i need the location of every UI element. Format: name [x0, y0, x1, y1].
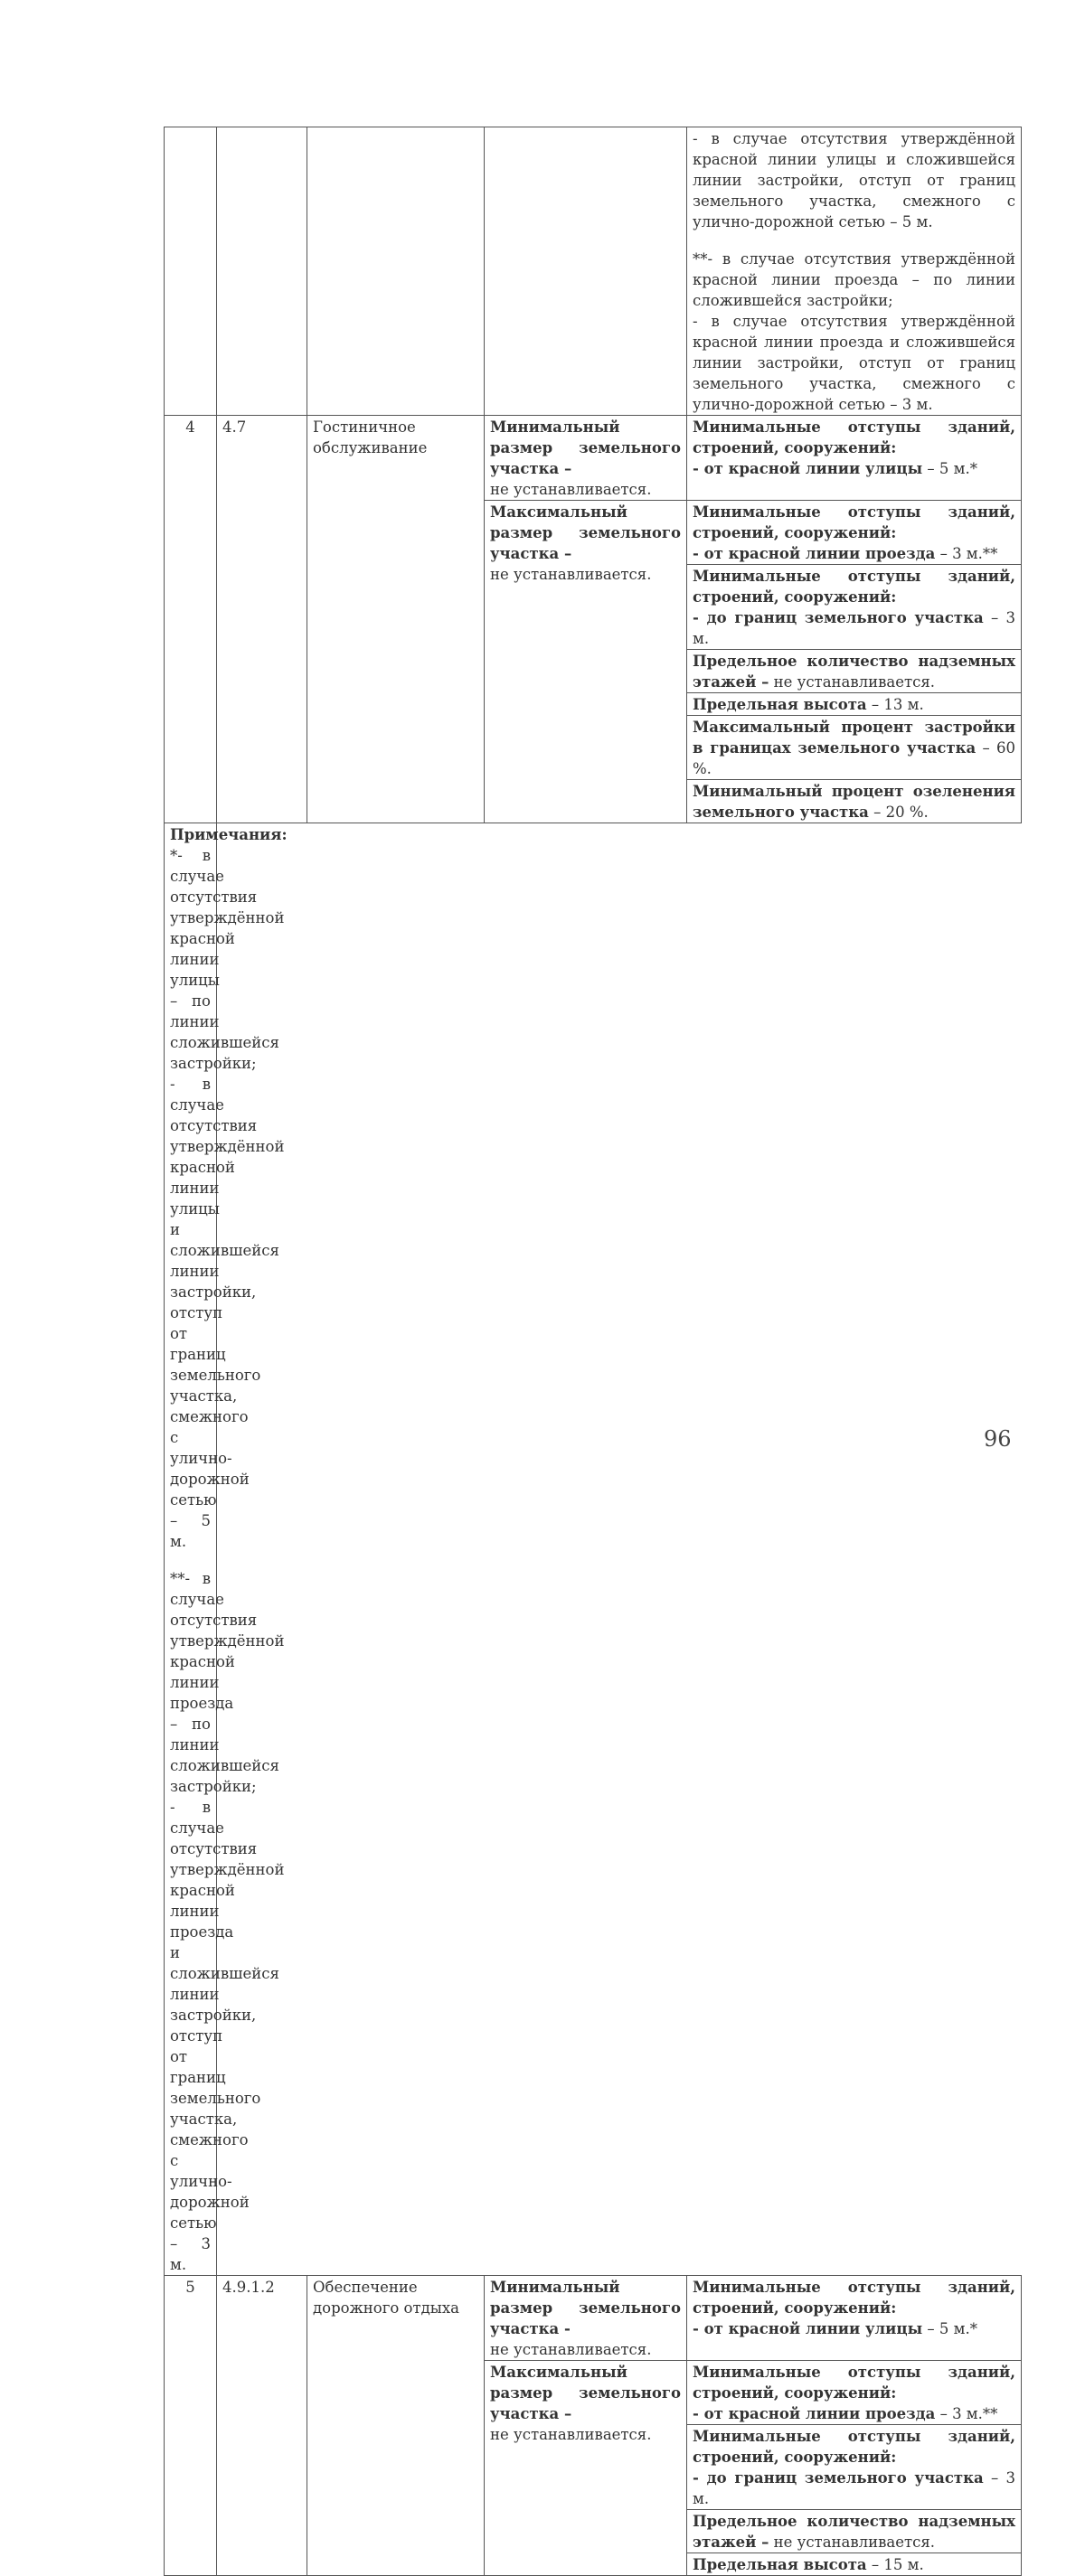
min-size-label: Минимальный размер земельного участка - — [490, 2279, 681, 2337]
param-value: – 3 м.** — [935, 2405, 998, 2422]
table-row-4 — [165, 416, 1022, 501]
table-row-continuation — [165, 127, 1022, 416]
spacer — [170, 1552, 211, 1568]
cell-use-code: 4.9.1.2 — [217, 2276, 307, 2576]
param-label: Минимальные отступы зданий, строений, сооружений: — [693, 568, 1015, 606]
cell-min-plot-size — [485, 416, 687, 501]
cell-notes — [165, 823, 288, 2276]
cell-min-plot-size — [485, 2276, 687, 2361]
note-line: **- в случае отсутствия утверждённой красной линии проезда – по линии сложившейся застройки; — [170, 1570, 285, 1795]
table-row-5 — [165, 2276, 1022, 2361]
param-label: Минимальный процент озеленения земельного участка — [693, 783, 1015, 821]
param-value-bold: - до границ земельного участка — [693, 2469, 984, 2487]
param-label: Минимальные отступы зданий, строений, сооружений: — [693, 2279, 1015, 2317]
param-label: Минимальные отступы зданий, строений, сооружений: — [693, 2364, 1015, 2402]
cell-use-name: Гостиничное обслуживание — [307, 416, 485, 823]
notes-title: Примечания: — [170, 826, 288, 843]
param-value: – 5 м.* — [922, 2320, 977, 2337]
cell-empty — [217, 127, 307, 416]
cell-row-number: 4 — [165, 416, 217, 823]
cell-max-height — [687, 2553, 1022, 2576]
param-value: – 3 м. — [693, 609, 1015, 647]
cell-setback-plot-boundary — [687, 2425, 1022, 2510]
param-label: Минимальные отступы зданий, строений, сооружений: — [693, 503, 1015, 541]
cell-continued-notes — [687, 127, 1022, 416]
param-value: – 15 м. — [866, 2556, 924, 2573]
cell-max-plot-size — [485, 2361, 687, 2576]
cell-empty — [485, 127, 687, 416]
param-value: – 3 м.** — [935, 545, 998, 562]
param-value: не устанавливается. — [769, 2534, 936, 2551]
land-use-regulations-table — [164, 127, 1022, 2576]
param-value-bold: - до границ земельного участка — [693, 609, 984, 626]
param-label: Предельная высота — [693, 2556, 867, 2573]
note-line: *- в случае отсутствия утверждённой красной линии улицы – по линии сложившейся застройки; — [170, 847, 285, 1072]
note-line: - в случае отсутствия утверждённой красной линии улицы и сложившейся линии застройки, отступ от границ земельного участка, смежного с улично-дорожной сетью – 5 м. — [693, 130, 1015, 230]
param-label: Минимальные отступы зданий, строений, сооружений: — [693, 2428, 1015, 2466]
cell-setback-street — [687, 2276, 1022, 2361]
cell-max-floors — [687, 2510, 1022, 2553]
table-row — [165, 823, 1022, 2276]
min-size-label: Минимальный размер земельного участка – — [490, 418, 681, 477]
cell-empty — [165, 127, 217, 416]
param-label: Предельная высота — [693, 696, 867, 713]
param-value: – 3 м. — [693, 2469, 1015, 2507]
param-label: Предельное количество надземных этажей – — [693, 653, 1015, 691]
cell-setback-street — [687, 416, 1022, 501]
max-size-value: не устанавливается. — [490, 566, 652, 583]
cell-row-number: 5 — [165, 2276, 217, 2576]
cell-min-greenery — [687, 780, 1022, 823]
param-value: – 5 м.* — [922, 460, 977, 477]
param-value-bold: - от красной линии улицы — [693, 2320, 923, 2337]
cell-max-plot-size — [485, 501, 687, 823]
param-value: – 13 м. — [866, 696, 924, 713]
param-value-bold: - от красной линии улицы — [693, 460, 923, 477]
spacer — [693, 232, 1015, 249]
param-value: – 60 %. — [693, 739, 1015, 777]
cell-use-name: Обеспечение дорожного отдыха — [307, 2276, 485, 2576]
cell-setback-driveway — [687, 2361, 1022, 2425]
cell-max-height — [687, 693, 1022, 716]
max-size-label: Максимальный размер земельного участка – — [490, 503, 681, 562]
max-size-value: не устанавливается. — [490, 2426, 652, 2443]
cell-setback-plot-boundary — [687, 565, 1022, 650]
page-number: 96 — [984, 1426, 1012, 1452]
min-size-value: не устанавливается. — [490, 2341, 652, 2358]
note-line: **- в случае отсутствия утверждённой красной линии проезда – по линии сложившейся застройки; — [693, 250, 1015, 309]
param-label: Максимальный процент застройки в границах земельного участка — [693, 719, 1015, 757]
cell-empty — [307, 127, 485, 416]
param-value-bold: - от красной линии проезда — [693, 2405, 936, 2422]
param-value: не устанавливается. — [769, 673, 936, 691]
cell-max-floors — [687, 650, 1022, 693]
max-size-label: Максимальный размер земельного участка – — [490, 2364, 681, 2422]
param-value: – 20 %. — [868, 804, 929, 821]
cell-max-coverage — [687, 716, 1022, 780]
param-label: Минимальные отступы зданий, строений, сооружений: — [693, 418, 1015, 456]
cell-use-code: 4.7 — [217, 416, 307, 823]
param-value-bold: - от красной линии проезда — [693, 545, 936, 562]
note-line: - в случае отсутствия утверждённой красной линии улицы и сложившейся линии застройки, отступ от границ земельного участка, смежного с улично-дорожной сетью – 5 м. — [170, 1076, 285, 1550]
note-line: - в случае отсутствия утверждённой красной линии проезда и сложившейся линии застройки, отступ от границ земельного участка, смежного с улично-дорожной сетью – 3 м. — [693, 313, 1015, 413]
cell-setback-driveway — [687, 501, 1022, 565]
min-size-value: не устанавливается. — [490, 481, 652, 498]
note-line: - в случае отсутствия утверждённой красной линии проезда и сложившейся линии застройки, отступ от границ земельного участка, смежного с улично-дорожной сетью – 3 м. — [170, 1799, 285, 2273]
param-label: Предельное количество надземных этажей – — [693, 2513, 1015, 2551]
